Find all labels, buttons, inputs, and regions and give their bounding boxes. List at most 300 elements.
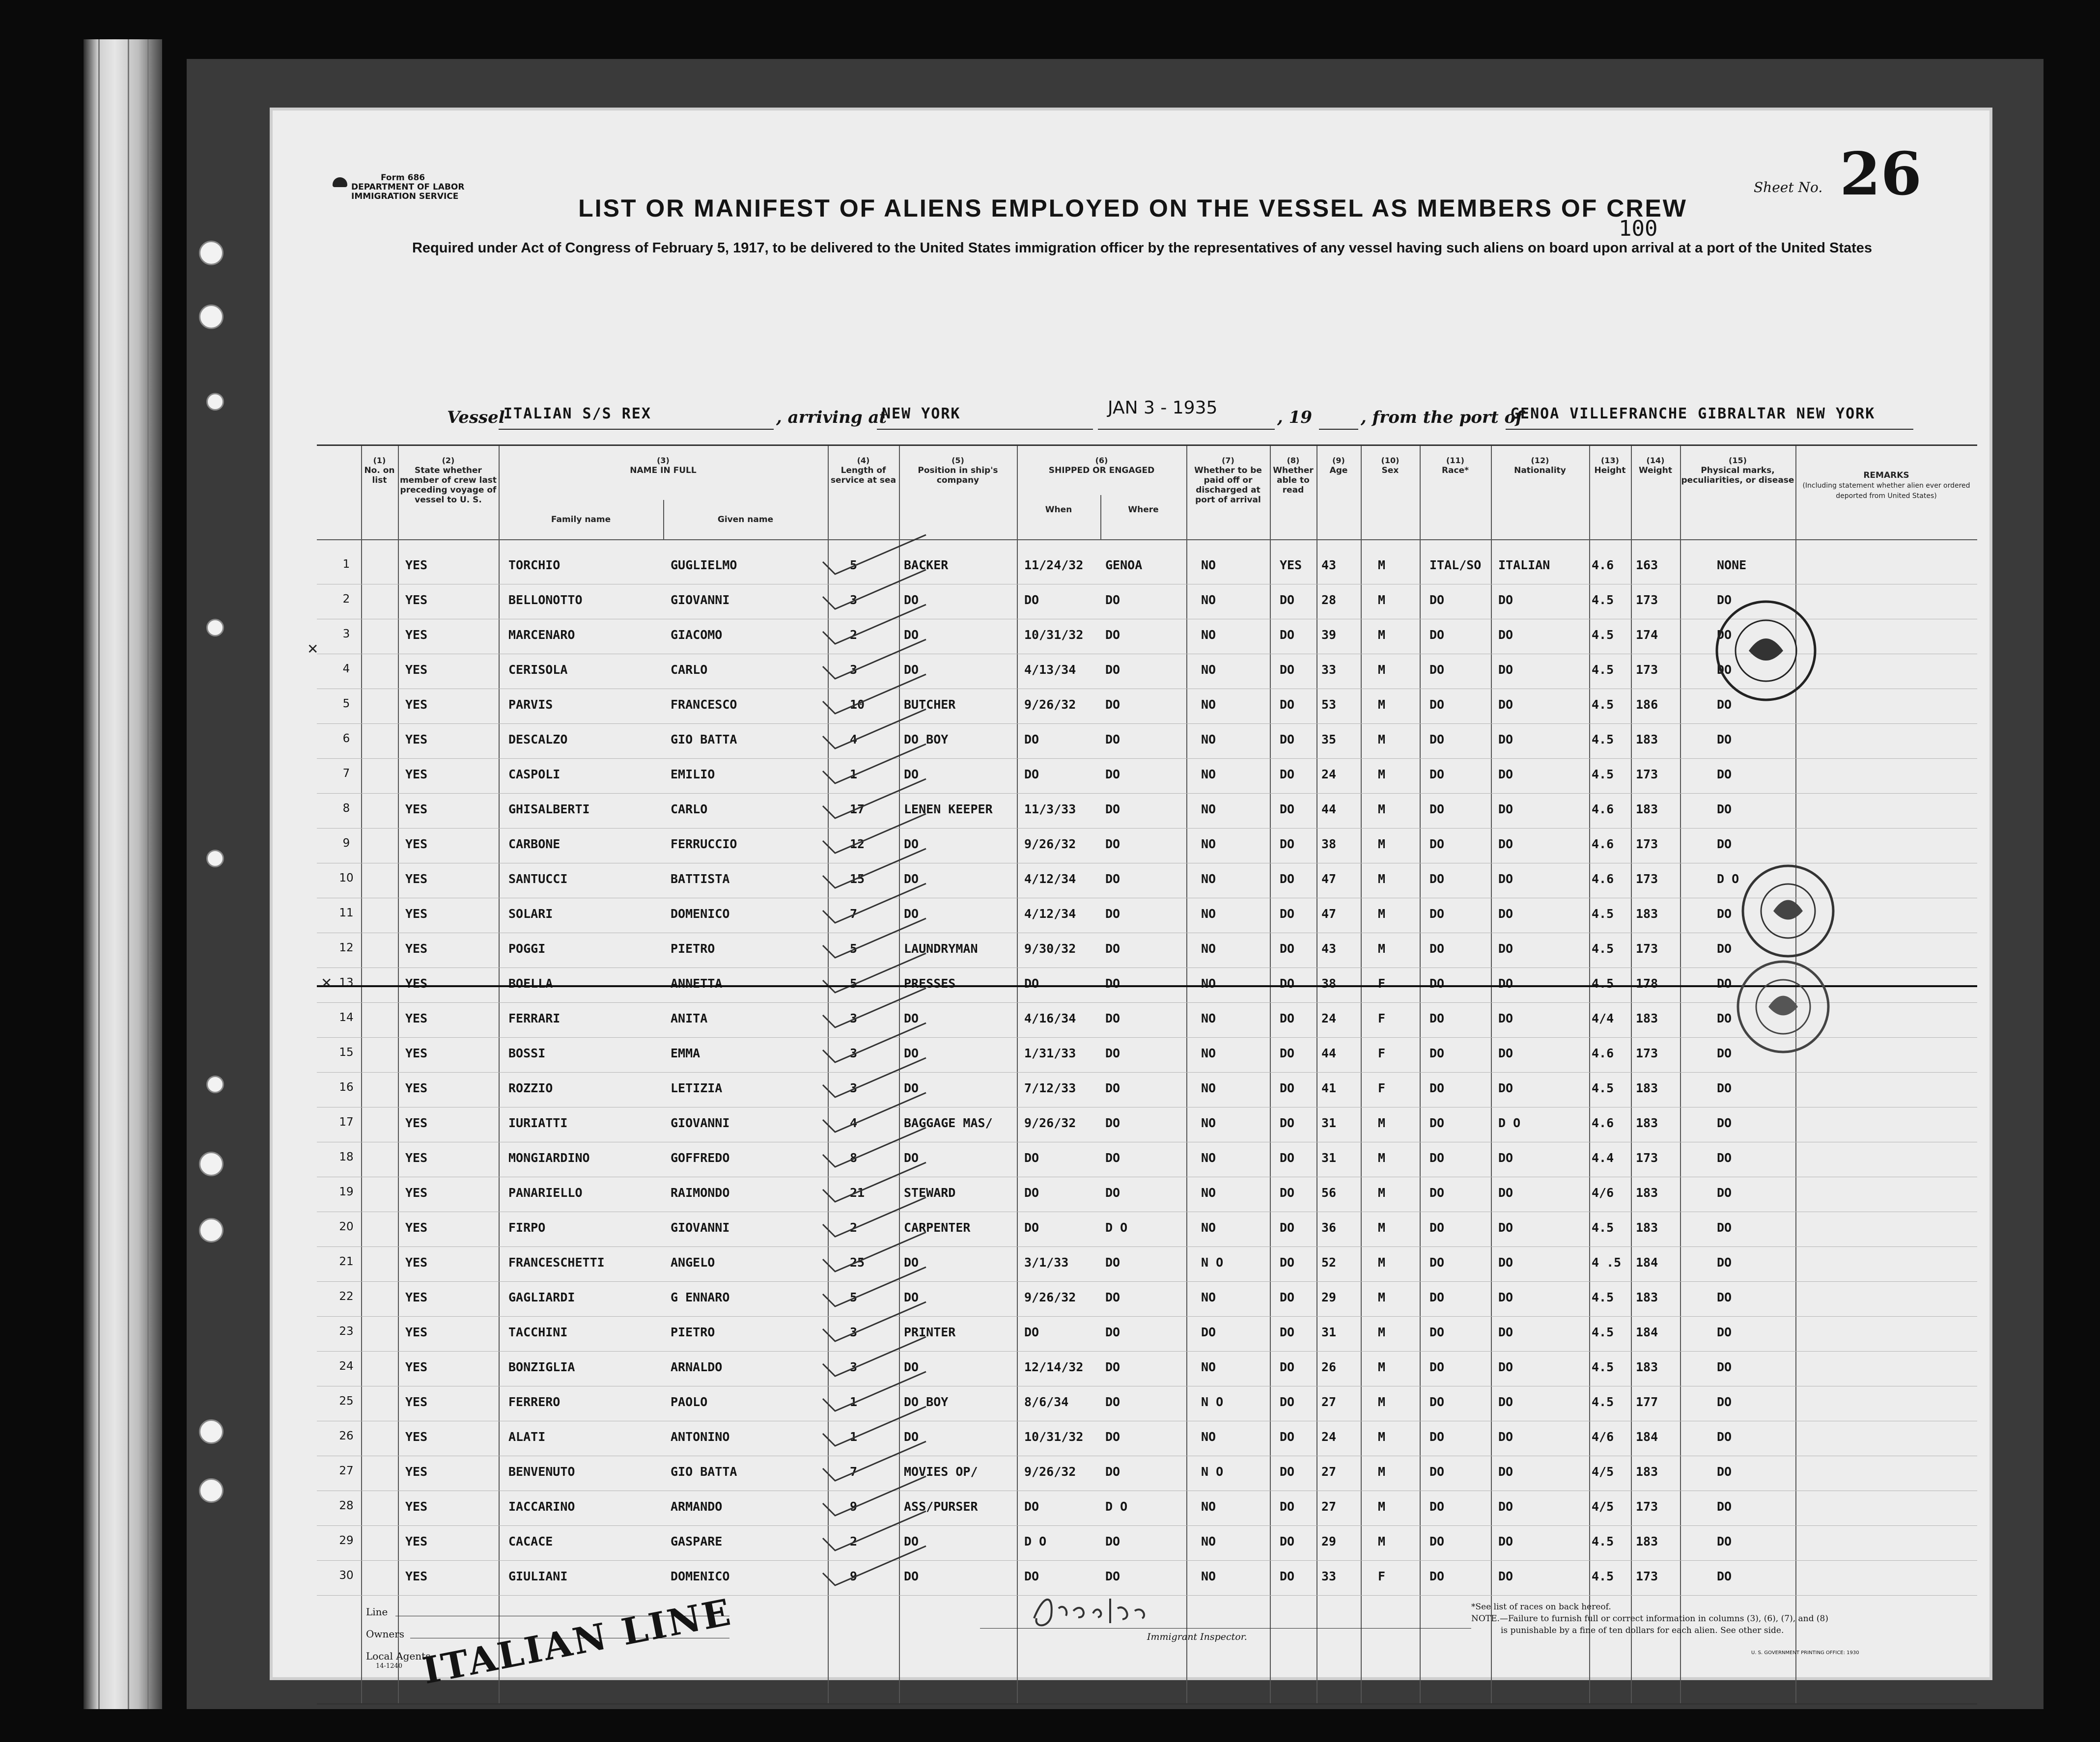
cell-service: 7 [850,907,858,921]
cell-position: DO [904,872,919,886]
footer-agents-code: 14-1240 [376,1662,403,1670]
cell-age: 31 [1321,1325,1337,1339]
column-header-name: (3) NAME IN FULL [630,456,697,475]
cell-paid: NO [1201,1534,1216,1548]
cell-family: FIRPO [508,1220,546,1235]
cell-race: DO [1429,1499,1445,1514]
table-row [317,1351,1977,1386]
cell-no: 29 [339,1534,354,1547]
cell-age: 29 [1321,1290,1337,1304]
cell-family: TORCHIO [508,558,560,572]
cell-paid: NO [1201,663,1216,677]
cell-sex: M [1378,802,1386,816]
cell-given: FRANCESCO [671,697,737,712]
year-label: , 19 [1277,408,1312,427]
cell-paid: NO [1201,941,1216,956]
cell-paid: NO [1201,593,1216,607]
cell-race: DO [1429,1220,1445,1235]
cell-where: DO [1105,1186,1120,1200]
cell-age: 36 [1321,1220,1337,1235]
cell-sex: M [1378,1395,1386,1409]
page-subtitle: Required under Act of Congress of February 5, 1917, to be delivered to the United States immigration officer by the representatives of any vessel having such aliens on board upon arrival at a port of the United States [412,240,1873,256]
cell-service: 3 [850,593,858,607]
cell-family: ROZZIO [508,1081,553,1095]
cell-age: 27 [1321,1499,1337,1514]
cell-sex: M [1378,558,1386,572]
cell-where: DO [1105,1081,1120,1095]
cell-read: DO [1280,1151,1295,1165]
cell-height: 4.5 [1592,1569,1614,1583]
cell-prev: YES [405,1395,428,1409]
cell-marks: DO [1717,1465,1732,1479]
cell-when: 9/26/32 [1024,1290,1076,1304]
cell-given: GUGLIELMO [671,558,737,572]
cell-family: GIULIANI [508,1569,568,1583]
cell-when: DO [1024,1220,1039,1235]
inspector-label: Immigrant Inspector. [1147,1631,1247,1642]
cell-position: BUTCHER [904,697,956,712]
cell-read: DO [1280,1499,1295,1514]
cell-where: DO [1105,837,1120,851]
cell-family: PANARIELLO [508,1186,583,1200]
from-port-field: GENOA VILLEFRANCHE GIBRALTAR NEW YORK [1506,405,1913,430]
cell-paid: NO [1201,1220,1216,1235]
cell-service: 9 [850,1569,858,1583]
cell-position: BACKER [904,558,949,572]
cell-height: 4.5 [1592,1395,1614,1409]
cell-sex: M [1378,1430,1386,1444]
cell-race: DO [1429,767,1445,781]
cell-race: DO [1429,907,1445,921]
cell-when: 9/30/32 [1024,941,1076,956]
cell-nat: DO [1498,1255,1513,1270]
cell-paid: NO [1201,872,1216,886]
cell-where: DO [1105,1255,1120,1270]
cell-nat: DO [1498,1046,1513,1060]
cell-when: 9/26/32 [1024,1465,1076,1479]
cell-weight: 183 [1636,1116,1658,1130]
cell-service: 2 [850,628,858,642]
cell-prev: YES [405,663,428,677]
cell-race: DO [1429,593,1445,607]
cell-height: 4.5 [1592,628,1614,642]
cell-service: 3 [850,1081,858,1095]
cell-sex: F [1378,1011,1386,1025]
column-divider [1100,495,1101,539]
cell-where: D O [1105,1220,1128,1235]
cell-nat: DO [1498,628,1513,642]
column-header-shipped: (6) SHIPPED OR ENGAGED [1048,456,1155,475]
table-row [317,933,1977,968]
page-title: LIST OR MANIFEST OF ALIENS EMPLOYED ON THE VESSEL AS MEMBERS OF CREW [578,194,1687,222]
cell-read: DO [1280,732,1295,747]
cell-age: 31 [1321,1151,1337,1165]
cell-height: 4.5 [1592,976,1614,991]
cell-weight: 173 [1636,1569,1658,1583]
cell-where: DO [1105,767,1120,781]
cell-read: DO [1280,837,1295,851]
cell-nat: DO [1498,1220,1513,1235]
cell-paid: NO [1201,1116,1216,1130]
table-row [317,654,1977,689]
cell-service: 10 [850,697,865,712]
cell-where: DO [1105,1151,1120,1165]
table-row [317,1456,1977,1491]
table-row [317,1281,1977,1317]
cell-sex: M [1378,732,1386,747]
service-name: IMMIGRATION SERVICE [351,192,459,201]
cell-where: DO [1105,1569,1120,1583]
cell-family: ALATI [508,1430,546,1444]
table-row [317,1421,1977,1456]
cell-paid: NO [1201,1186,1216,1200]
cell-sex: M [1378,628,1386,642]
cell-position: BAGGAGE MAS/ [904,1116,993,1130]
cell-no: 18 [339,1151,354,1163]
sheet-number: 26 [1840,139,1922,209]
cell-no: 8 [342,802,350,815]
cell-age: 38 [1321,837,1337,851]
cell-given: GIO BATTA [671,1465,737,1479]
cell-weight: 173 [1636,1499,1658,1514]
cell-weight: 183 [1636,907,1658,921]
cell-position: DO BOY [904,732,949,747]
cell-family: BENVENUTO [508,1465,575,1479]
cell-weight: 177 [1636,1395,1658,1409]
cell-where: DO [1105,1534,1120,1548]
arriving-field: NEW YORK [877,405,1093,430]
cell-where: DO [1105,1360,1120,1374]
cell-service: 3 [850,1046,858,1060]
table-row [317,793,1977,829]
cell-marks: DO [1717,1151,1732,1165]
cell-prev: YES [405,732,428,747]
cell-family: BOSSI [508,1046,546,1060]
cell-position: MOVIES OP/ [904,1465,978,1479]
cell-when: 9/26/32 [1024,697,1076,712]
cell-when: 9/26/32 [1024,1116,1076,1130]
cell-prev: YES [405,1465,428,1479]
cell-read: DO [1280,767,1295,781]
cell-nat: DO [1498,1186,1513,1200]
cell-family: BELLONOTTO [508,593,583,607]
cell-height: 4/5 [1592,1465,1614,1479]
cell-service: 1 [850,1395,858,1409]
cell-race: DO [1429,1081,1445,1095]
cell-marks: DO [1717,1186,1732,1200]
cell-prev: YES [405,593,428,607]
cell-family: MONGIARDINO [508,1151,590,1165]
cell-weight: 183 [1636,1220,1658,1235]
eagle-icon [333,177,347,187]
cell-when: 3/1/33 [1024,1255,1069,1270]
cell-age: 44 [1321,1046,1337,1060]
cell-where: DO [1105,697,1120,712]
cell-position: DO BOY [904,1395,949,1409]
cell-when: 8/6/34 [1024,1395,1069,1409]
table-row [317,1002,1977,1038]
cell-race: DO [1429,1430,1445,1444]
cell-weight: 183 [1636,1534,1658,1548]
cell-sex: M [1378,907,1386,921]
cell-height: 4.6 [1592,802,1614,816]
cell-family: IURIATTI [508,1116,568,1130]
cell-marks: DO [1717,837,1732,851]
cell-weight: 186 [1636,697,1658,712]
cell-when: DO [1024,976,1039,991]
cell-no: 6 [342,732,350,745]
cell-where: DO [1105,1290,1120,1304]
cell-position: DO [904,1569,919,1583]
footer-owners-label: Owners [366,1628,405,1640]
arriving-label: , arriving at [776,408,887,427]
cell-weight: 163 [1636,558,1658,572]
cell-weight: 183 [1636,1290,1658,1304]
cell-paid: NO [1201,1499,1216,1514]
strike-through-line [317,985,1977,987]
cell-given: GASPARE [671,1534,723,1548]
punch-hole [206,393,224,411]
table-row [317,1142,1977,1177]
cell-weight: 173 [1636,1046,1658,1060]
cell-when: 10/31/32 [1024,628,1084,642]
cell-given: EMILIO [671,767,715,781]
cell-read: DO [1280,1011,1295,1025]
table-row [317,1212,1977,1247]
cell-marks: DO [1717,1534,1732,1548]
cell-marks: DO [1717,1290,1732,1304]
cell-family: FRANCESCHETTI [508,1255,605,1270]
cell-prev: YES [405,837,428,851]
cell-where: DO [1105,1116,1120,1130]
cell-marks: DO [1717,1325,1732,1339]
punch-hole [199,304,224,329]
table-row [317,619,1977,654]
cell-family: POGGI [508,941,546,956]
cell-position: DO [904,628,919,642]
punch-hole [199,1419,224,1444]
cell-weight: 173 [1636,837,1658,851]
cell-weight: 173 [1636,593,1658,607]
cell-family: CERISOLA [508,663,568,677]
note-penalty-cont: is punishable by a fine of ten dollars for each alien. See other side. [1501,1626,1784,1635]
table-row [317,968,1977,1003]
cell-paid: NO [1201,558,1216,572]
cell-nat: D O [1498,1116,1521,1130]
punch-hole [206,1076,224,1093]
cell-given: ARNALDO [671,1360,723,1374]
cell-paid: N O [1201,1465,1224,1479]
cell-given: CARLO [671,663,708,677]
table-row [317,584,1977,619]
cell-race: DO [1429,1395,1445,1409]
cell-race: DO [1429,628,1445,642]
cell-when: DO [1024,1151,1039,1165]
cell-prev: YES [405,1186,428,1200]
cell-nat: DO [1498,1430,1513,1444]
cell-where: DO [1105,907,1120,921]
cell-weight: 183 [1636,1360,1658,1374]
cell-no: 26 [339,1430,354,1442]
cell-height: 4.5 [1592,767,1614,781]
cell-when: 4/12/34 [1024,907,1076,921]
footer-line-label: Line [366,1606,388,1618]
column-header-no: (1) No. on list [364,456,395,485]
table-row [317,863,1977,898]
cell-weight: 183 [1636,732,1658,747]
cell-prev: YES [405,1116,428,1130]
punch-hole [206,850,224,867]
cell-read: YES [1280,558,1302,572]
cell-where: DO [1105,976,1120,991]
cell-paid: NO [1201,628,1216,642]
cell-family: DESCALZO [508,732,568,747]
cell-prev: YES [405,697,428,712]
cell-height: 4.5 [1592,1360,1614,1374]
cell-nat: DO [1498,1011,1513,1025]
cell-read: DO [1280,593,1295,607]
cell-age: 27 [1321,1395,1337,1409]
cell-no: 13 [339,976,354,989]
cell-race: DO [1429,976,1445,991]
cell-where: DO [1105,1011,1120,1025]
cell-marks: DO [1717,941,1732,956]
table-row [317,1560,1977,1596]
column-header-marks: (15) Physical marks, peculiarities, or disease [1681,456,1794,485]
cell-given: BATTISTA [671,872,730,886]
table-row [317,1246,1977,1282]
cell-position: DO [904,1290,919,1304]
cell-height: 4.6 [1592,837,1614,851]
cell-sex: M [1378,1360,1386,1374]
cell-age: 56 [1321,1186,1337,1200]
cell-prev: YES [405,767,428,781]
cell-family: GHISALBERTI [508,802,590,816]
cell-nat: DO [1498,872,1513,886]
arrival-date-stamp: JAN 3 - 1935 [1108,398,1218,418]
cell-marks: NONE [1717,558,1747,572]
cell-weight: 184 [1636,1255,1658,1270]
from-port-label: , from the port of [1361,408,1523,427]
cell-nat: DO [1498,907,1513,921]
cell-weight: 174 [1636,628,1658,642]
sheet-label: Sheet No. [1754,179,1823,195]
vessel-label: Vessel [447,408,505,427]
cell-position: DO [904,1255,919,1270]
cell-weight: 183 [1636,1465,1658,1479]
cell-service: 5 [850,976,858,991]
table-row [317,1107,1977,1142]
cell-age: 33 [1321,1569,1337,1583]
cell-paid: DO [1201,1325,1216,1339]
cell-race: DO [1429,1325,1445,1339]
cell-sex: M [1378,663,1386,677]
cell-given: GIOVANNI [671,593,730,607]
cell-age: 52 [1321,1255,1337,1270]
cell-read: DO [1280,1465,1295,1479]
cell-height: 4.5 [1592,1325,1614,1339]
column-header-race: (11) Race* [1441,456,1469,475]
cell-no: 3 [342,628,350,640]
cell-age: 24 [1321,767,1337,781]
cell-sex: M [1378,872,1386,886]
italian-line-stamp: ITALIAN LINE [419,1591,736,1692]
cell-read: DO [1280,1116,1295,1130]
cell-marks: DO [1717,976,1732,991]
cell-given: ANGELO [671,1255,715,1270]
cell-prev: YES [405,1499,428,1514]
cell-nat: DO [1498,837,1513,851]
cell-no: 15 [339,1046,354,1059]
cell-family: BONZIGLIA [508,1360,575,1374]
cell-marks: DO [1717,1430,1732,1444]
cell-given: ANITA [671,1011,708,1025]
cell-marks: DO [1717,1220,1732,1235]
cell-height: 4.5 [1592,1534,1614,1548]
cell-where: D O [1105,1499,1128,1514]
column-header-position: (5) Position in ship's company [918,456,998,485]
cell-given: PAOLO [671,1395,708,1409]
cell-marks: DO [1717,802,1732,816]
cell-age: 47 [1321,872,1337,886]
cell-when: DO [1024,1499,1039,1514]
form-number: Form 686 [381,173,425,183]
cell-read: DO [1280,802,1295,816]
cell-service: 17 [850,802,865,816]
cell-nat: DO [1498,697,1513,712]
cell-no: 30 [339,1569,354,1582]
cell-sex: F [1378,1046,1386,1060]
cell-read: DO [1280,628,1295,642]
cell-prev: YES [405,1011,428,1025]
cell-position: DO [904,1011,919,1025]
cell-read: DO [1280,1360,1295,1374]
cell-paid: NO [1201,907,1216,921]
cell-position: DO [904,1534,919,1548]
cell-where: DO [1105,732,1120,747]
cell-height: 4/6 [1592,1186,1614,1200]
cell-service: 3 [850,1325,858,1339]
cell-position: DO [904,1430,919,1444]
handwritten-number: 100 [1619,216,1658,241]
cell-no: 23 [339,1325,354,1338]
cell-service: 15 [850,872,865,886]
cell-when: DO [1024,732,1039,747]
cell-service: 25 [850,1255,865,1270]
cell-read: DO [1280,663,1295,677]
cell-height: 4.5 [1592,907,1614,921]
table-row [317,689,1977,724]
cell-family: TACCHINI [508,1325,568,1339]
cell-paid: NO [1201,802,1216,816]
header-rule [317,539,1977,540]
cell-sex: M [1378,941,1386,956]
cell-when: DO [1024,1186,1039,1200]
cell-paid: N O [1201,1395,1224,1409]
cell-nat: DO [1498,1325,1513,1339]
cell-position: LAUNDRYMAN [904,941,978,956]
cell-no: 22 [339,1290,354,1303]
cell-given: DOMENICO [671,907,730,921]
cell-prev: YES [405,907,428,921]
cell-position: CARPENTER [904,1220,971,1235]
cell-weight: 183 [1636,1186,1658,1200]
margin-pencil-mark: ✕ [321,975,333,991]
cell-where: GENOA [1105,558,1143,572]
cell-when: DO [1024,593,1039,607]
cell-height: 4/6 [1592,1430,1614,1444]
cell-no: 7 [342,767,350,780]
